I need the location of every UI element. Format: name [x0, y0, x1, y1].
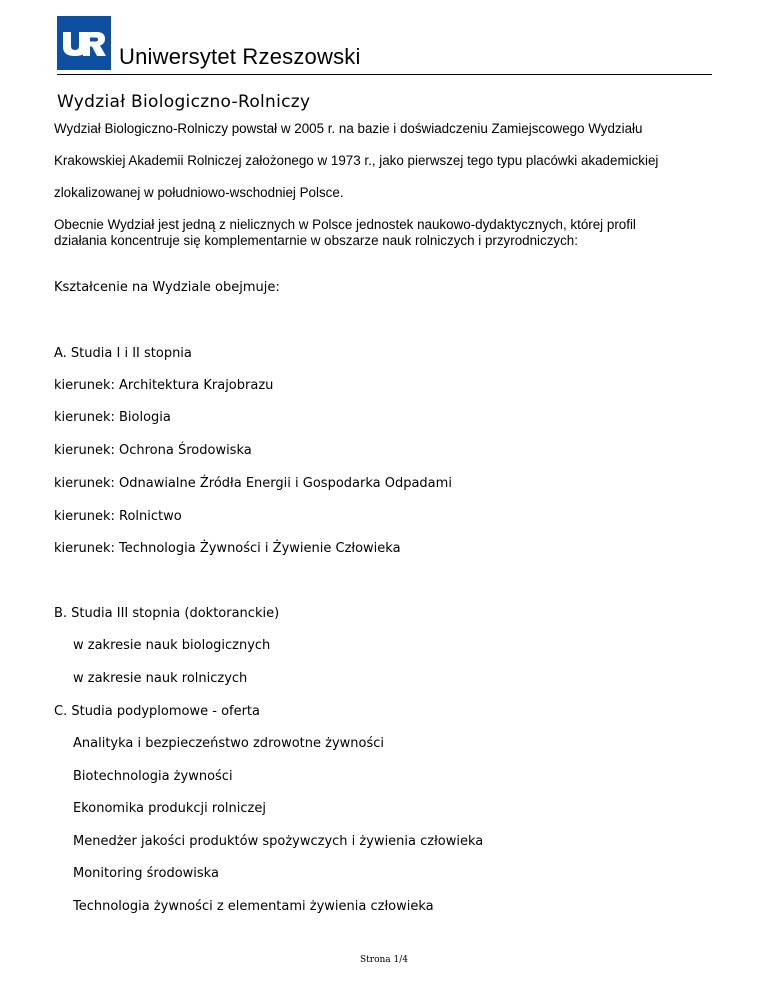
university-logo: [57, 16, 111, 70]
university-name: Uniwersytet Rzeszowski: [119, 44, 361, 69]
faculty-title: Wydział Biologiczno-Rolniczy: [57, 92, 311, 112]
list-item: Menedżer jakości produktów spożywczych i żywienia człowieka: [73, 834, 484, 849]
list-item: Analityka i bezpieczeństwo zdrowotne żywności: [73, 736, 385, 751]
document-body: [54, 119, 714, 249]
description-paragraph: [54, 217, 714, 249]
list-item: w zakresie nauk rolniczych: [73, 671, 248, 686]
list-item: w zakresie nauk biologicznych: [73, 638, 271, 653]
list-item: Monitoring środowiska: [73, 866, 219, 881]
section-c-title: C. Studia podyplomowe - oferta: [54, 704, 261, 719]
list-item: Biotechnologia żywności: [73, 769, 233, 784]
section-a-title: A. Studia I i II stopnia: [54, 346, 192, 361]
list-item: kierunek: Rolnictwo: [54, 509, 182, 524]
list-item: kierunek: Technologia Żywności i Żywienie Człowieka: [54, 541, 401, 556]
document-header: [57, 16, 712, 75]
section-b-title: B. Studia III stopnia (doktoranckie): [54, 606, 280, 621]
education-heading: Kształcenie na Wydziale obejmuje:: [54, 280, 280, 295]
list-item: kierunek: Architektura Krajobrazu: [54, 378, 274, 393]
paragraph-line: Obecnie Wydział jest jedną z nielicznych w Polsce jednostek naukowo-dydaktycznych, której profil: [54, 217, 636, 232]
page-number: Strona 1/4: [359, 955, 408, 965]
list-item: kierunek: Ochrona Środowiska: [54, 443, 252, 458]
intro-line: zlokalizowanej w południowo-wschodniej Polsce.: [54, 185, 344, 200]
ur-logo-icon: [61, 28, 107, 58]
list-item: Technologia żywności z elementami żywienia człowieka: [73, 899, 434, 914]
list-item: Ekonomika produkcji rolniczej: [73, 801, 266, 816]
list-item: kierunek: Biologia: [54, 410, 171, 425]
intro-line: Wydział Biologiczno-Rolniczy powstał w 2005 r. na bazie i doświadczeniu Zamiejscowego Wydziału: [54, 121, 643, 136]
paragraph-line: działania koncentruje się komplementarnie w obszarze nauk rolniczych i przyrodniczych:: [54, 233, 578, 248]
list-item: kierunek: Odnawialne Źródła Energii i Gospodarka Odpadami: [54, 476, 452, 491]
intro-line: Krakowskiej Akademii Rolniczej założonego w 1973 r., jako pierwszej tego typu placówki akademickiej: [54, 153, 659, 168]
